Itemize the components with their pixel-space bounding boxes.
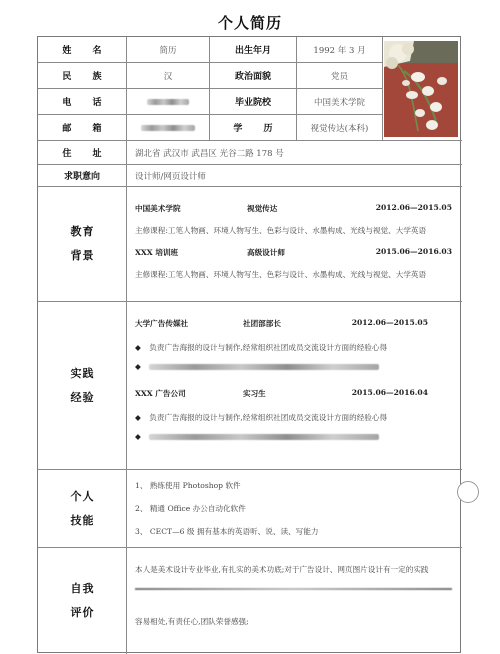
politics-value: 党员 <box>330 71 348 82</box>
address-label: 住 址 <box>62 149 111 159</box>
education-content <box>127 187 460 301</box>
resume-title: 个人简历 <box>217 14 282 32</box>
practice-period: 2015.06—2016.04 <box>351 388 428 397</box>
self-eval-line: 容易相处,有责任心,团队荣誉感强; <box>135 617 249 626</box>
education-entry-header <box>135 203 452 214</box>
diamond-bullet-icon: ◆ <box>135 362 141 371</box>
education-courses: 主修课程:工笔人物画、环境人物写生、色彩与设计、水墨构成、光线与视觉、大学英语 <box>135 270 427 279</box>
education-label-line2: 背景 <box>70 249 95 262</box>
name-label: 姓 名 <box>62 46 111 56</box>
practice-org: 大学广告传媒社 <box>135 319 189 328</box>
skills-label-line2: 技能 <box>70 513 95 527</box>
ethnicity-label: 民 族 <box>62 72 111 82</box>
politics-label: 政治面貌 <box>234 72 271 82</box>
email-label: 邮 箱 <box>62 124 111 134</box>
skills-section-label <box>38 470 127 547</box>
practice-desc-row <box>135 342 452 353</box>
practice-redacted-row <box>135 362 452 371</box>
practice-content <box>127 302 460 469</box>
school-value: 中国美术学院 <box>313 97 365 108</box>
education-value: 视觉传达(本科) <box>310 123 369 134</box>
skills-content <box>127 470 460 547</box>
floating-scroll-button[interactable] <box>457 481 479 503</box>
self-eval-section-label <box>38 548 127 654</box>
address-value: 湖北省 武汉市 武昌区 光谷二路 178 号 <box>135 148 284 159</box>
education-label: 学 历 <box>233 124 282 134</box>
education-major: 高级设计师 <box>247 248 285 257</box>
diamond-bullet-icon: ◆ <box>135 343 141 352</box>
education-major: 视觉传达 <box>247 204 278 213</box>
intent-value: 设计师/网页设计师 <box>135 171 206 182</box>
skill-item: 1、 熟练使用 Photoshop 软件 <box>135 481 241 490</box>
redacted-line <box>135 588 452 590</box>
practice-label-line1: 实践 <box>70 366 95 380</box>
self-eval-label-line2: 评价 <box>70 606 95 619</box>
birth-value: 1992 年 3 月 <box>313 45 366 56</box>
practice-role: 社团部部长 <box>243 319 281 328</box>
skills-label-line1: 个人 <box>70 489 95 503</box>
education-label-line1: 教育 <box>70 225 95 238</box>
practice-entry-header <box>135 318 452 329</box>
education-period: 2015.06—2016.03 <box>375 247 452 256</box>
birth-label: 出生年月 <box>234 46 271 56</box>
email-value-redacted <box>127 115 209 140</box>
education-courses: 主修课程:工笔人物画、环境人物写生、色彩与设计、水墨构成、光线与视觉、大学英语 <box>135 226 427 235</box>
practice-entry-header <box>135 388 452 399</box>
education-section-label <box>38 187 127 301</box>
practice-redacted-row <box>135 432 452 441</box>
education-school: 中国美术学院 <box>135 204 181 213</box>
practice-desc: 负责广告海报的设计与制作,经常组织社团成员交流设计方面的经验心得 <box>149 413 388 422</box>
profile-photo <box>384 41 458 137</box>
practice-desc: 负责广告海报的设计与制作,经常组织社团成员交流设计方面的经验心得 <box>149 343 388 352</box>
redacted-text <box>149 364 379 370</box>
education-school: XXX 培训班 <box>135 248 179 257</box>
phone-value-redacted <box>127 89 209 114</box>
diamond-bullet-icon: ◆ <box>135 413 141 422</box>
diamond-bullet-icon: ◆ <box>135 432 141 441</box>
resume-table <box>37 36 461 653</box>
education-period: 2012.06—2015.05 <box>375 203 452 212</box>
name-value: 简历 <box>159 45 177 56</box>
school-label: 毕业院校 <box>234 98 271 108</box>
practice-period: 2012.06—2015.05 <box>351 318 428 327</box>
education-entry-header <box>135 247 452 258</box>
intent-label: 求职意向 <box>63 172 100 182</box>
redacted-text <box>149 434 379 440</box>
self-eval-line: 本人是美术设计专业毕业,有扎实的美术功底;对于广告设计、网页图片设计有一定的实践 <box>135 565 429 574</box>
self-eval-content <box>127 548 460 654</box>
self-eval-label-line1: 自我 <box>70 582 95 595</box>
practice-role: 实习生 <box>243 389 266 398</box>
skill-item: 2、 精通 Office 办公自动化软件 <box>135 504 246 513</box>
redacted-phone <box>147 99 189 105</box>
practice-org: XXX 广告公司 <box>135 389 186 398</box>
practice-desc-row <box>135 412 452 423</box>
phone-label: 电 话 <box>62 98 111 108</box>
practice-label-line2: 经验 <box>70 390 95 404</box>
redacted-email <box>141 125 195 131</box>
skill-item: 3、 CECT—6 级 拥有基本的英语听、说、读、写能力 <box>135 527 319 536</box>
ethnicity-value: 汉 <box>163 71 173 82</box>
practice-section-label <box>38 302 127 469</box>
